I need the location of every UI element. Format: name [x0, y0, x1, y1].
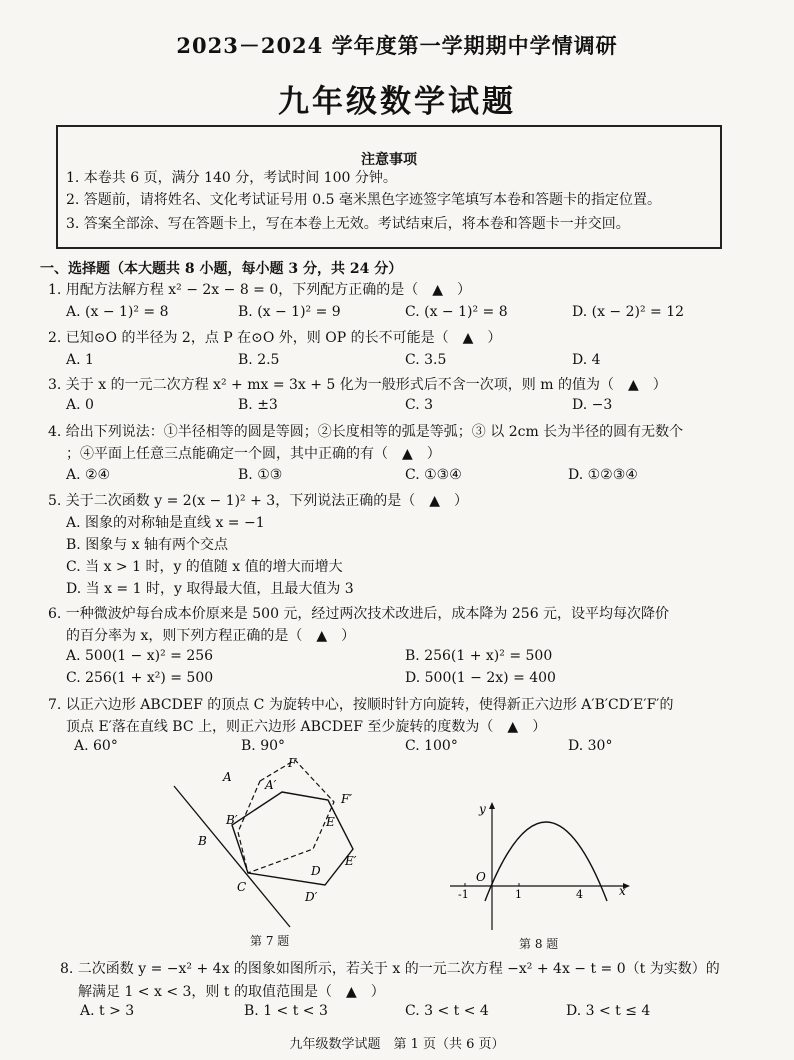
fig8-label-neg1: -1	[458, 888, 469, 901]
line-bc	[174, 786, 290, 927]
q5-option-b: B. 图象与 x 轴有两个交点	[66, 537, 228, 553]
fig7-label-e-prime: E′	[345, 854, 357, 868]
section-heading: 一、选择题（本大题共 8 小题，每小题 3 分，共 24 分）	[40, 261, 403, 277]
q2-option-b: B. 2.5	[238, 352, 280, 368]
q3-stem: 3. 关于 x 的一元二次方程 x² + mx = 3x + 5 化为一般形式后不含一次项，则 m 的值为（ ▲ ）	[48, 377, 667, 393]
q4-option-a: A. ②④	[66, 467, 111, 483]
q3-option-d: D. −3	[572, 397, 613, 413]
q3-option-c: C. 3	[405, 397, 434, 413]
notice-title: 注意事项	[361, 152, 417, 168]
figure-7-caption: 第 7 题	[250, 934, 290, 948]
fig8-label-1: 1	[515, 888, 522, 901]
q5-option-c: C. 当 x > 1 时，y 的值随 x 值的增大而增大	[66, 559, 343, 575]
q8-stem-line1: 8. 二次函数 y = −x² + 4x 的图象如图所示，若关于 x 的一元二次方程 −x² + 4x − t = 0（t 为实数）的	[60, 961, 720, 977]
q3-option-a: A. 0	[66, 397, 94, 413]
q2-option-c: C. 3.5	[405, 352, 447, 368]
figure-7-hexagon-diagram	[160, 752, 380, 932]
q6-stem-line1: 6. 一种微波炉每台成本价原来是 500 元，经过两次技术改进后，成本降为 256 元，设平均每次降价	[48, 606, 670, 622]
q6-option-a: A. 500(1 − x)² = 256	[66, 648, 214, 664]
fig8-label-y: y	[479, 802, 486, 816]
fig7-label-b: B	[198, 834, 207, 848]
q4-option-b: B. ①③	[238, 467, 283, 483]
q8-option-b: B. 1 < t < 3	[244, 1003, 328, 1019]
q1-option-d: D. (x − 2)² = 12	[572, 304, 685, 320]
q8-stem-line2: 解满足 1 < x < 3，则 t 的取值范围是（ ▲ ）	[78, 984, 385, 1000]
page-footer: 九年级数学试题 第 1 页（共 6 页）	[289, 1037, 505, 1052]
q4-option-c: C. ①③④	[405, 467, 462, 483]
notice-item-3: 3. 答案全部涂、写在答题卡上，写在本卷上无效。考试结束后，将本卷和答题卡一并交回。	[66, 216, 630, 232]
fig7-label-b-prime: B′	[226, 813, 238, 827]
q1-option-b: B. (x − 1)² = 9	[238, 304, 341, 320]
fig7-label-c: C	[237, 880, 247, 894]
parabola-curve	[485, 822, 607, 901]
q5-stem: 5. 关于二次函数 y = 2(x − 1)² + 3，下列说法正确的是（ ▲ ）	[48, 493, 468, 509]
y-axis-arrow	[489, 802, 495, 809]
q2-option-d: D. 4	[572, 352, 601, 368]
q6-stem-line2: 的百分率为 x，则下列方程正确的是（ ▲ ）	[66, 628, 356, 644]
fig7-label-a: A	[223, 770, 232, 784]
q4-option-d: D. ①②③④	[568, 467, 638, 483]
fig7-label-f-prime: F′	[341, 792, 353, 806]
q7-stem-line1: 7. 以正六边形 ABCDEF 的顶点 C 为旋转中心，按顺时针方向旋转，使得新正六边形 A′B′CD′E′F′的	[48, 697, 674, 713]
hexagon-original	[238, 760, 334, 873]
q5-option-d: D. 当 x = 1 时，y 取得最大值，且最大值为 3	[66, 581, 354, 597]
q7-option-a: A. 60°	[74, 738, 118, 754]
fig7-label-d: D	[311, 864, 321, 878]
q1-stem: 1. 用配方法解方程 x² − 2x − 8 = 0，下列配方正确的是（ ▲ ）	[48, 282, 472, 298]
q5-option-a: A. 图象的对称轴是直线 x = −1	[66, 515, 265, 531]
q7-option-d: D. 30°	[568, 738, 613, 754]
fig8-label-4: 4	[576, 888, 583, 901]
q7-option-c: C. 100°	[405, 738, 458, 754]
q8-option-a: A. t > 3	[80, 1003, 135, 1019]
q8-option-c: C. 3 < t < 4	[405, 1003, 489, 1019]
fig8-label-x: x	[619, 884, 626, 898]
notice-item-1: 1. 本卷共 6 页，满分 140 分，考试时间 100 分钟。	[66, 170, 397, 186]
notice-item-2: 2. 答题前，请将姓名、文化考试证号用 0.5 毫米黑色字迹签字笔填写本卷和答题卡的指定位置。	[66, 192, 661, 208]
q8-option-d: D. 3 < t ≤ 4	[566, 1003, 651, 1019]
figure-8-parabola-graph	[445, 795, 635, 935]
q2-stem: 2. 已知⊙O 的半径为 2，点 P 在⊙O 外，则 OP 的长不可能是（ ▲ ）	[48, 330, 502, 346]
fig7-label-f: F	[288, 756, 297, 770]
q3-option-b: B. ±3	[238, 397, 278, 413]
exam-title-line1: 2023－2024 学年度第一学期期中学情调研	[176, 33, 618, 58]
figure-8-caption: 第 8 题	[519, 937, 559, 951]
q1-option-c: C. (x − 1)² = 8	[405, 304, 508, 320]
fig7-label-e: E	[326, 815, 335, 829]
hexagon-rotated	[232, 792, 353, 885]
q4-stem-line1: 4. 给出下列说法：①半径相等的圆是等圆；②长度相等的弧是等弧；③ 以 2cm 长为半径的圆有无数个	[48, 424, 684, 440]
q6-option-b: B. 256(1 + x)² = 500	[405, 648, 553, 664]
q6-option-d: D. 500(1 − 2x) = 400	[405, 670, 556, 686]
q2-option-a: A. 1	[66, 352, 94, 368]
fig7-label-a-prime: A′	[265, 778, 277, 792]
q4-stem-line2: ；④平面上任意三点能确定一个圆，其中正确的有（ ▲ ）	[66, 446, 441, 462]
q7-option-b: B. 90°	[241, 738, 286, 754]
q6-option-c: C. 256(1 + x²) = 500	[66, 670, 214, 686]
q7-stem-line2: 顶点 E′落在直线 BC 上，则正六边形 ABCDEF 至少旋转的度数为（ ▲ ）	[66, 719, 547, 735]
fig8-label-origin: O	[476, 870, 486, 884]
notice-box	[56, 125, 722, 249]
fig7-label-d-prime: D′	[305, 890, 318, 904]
q1-option-a: A. (x − 1)² = 8	[66, 304, 169, 320]
exam-title-main: 九年级数学试题	[278, 84, 516, 120]
